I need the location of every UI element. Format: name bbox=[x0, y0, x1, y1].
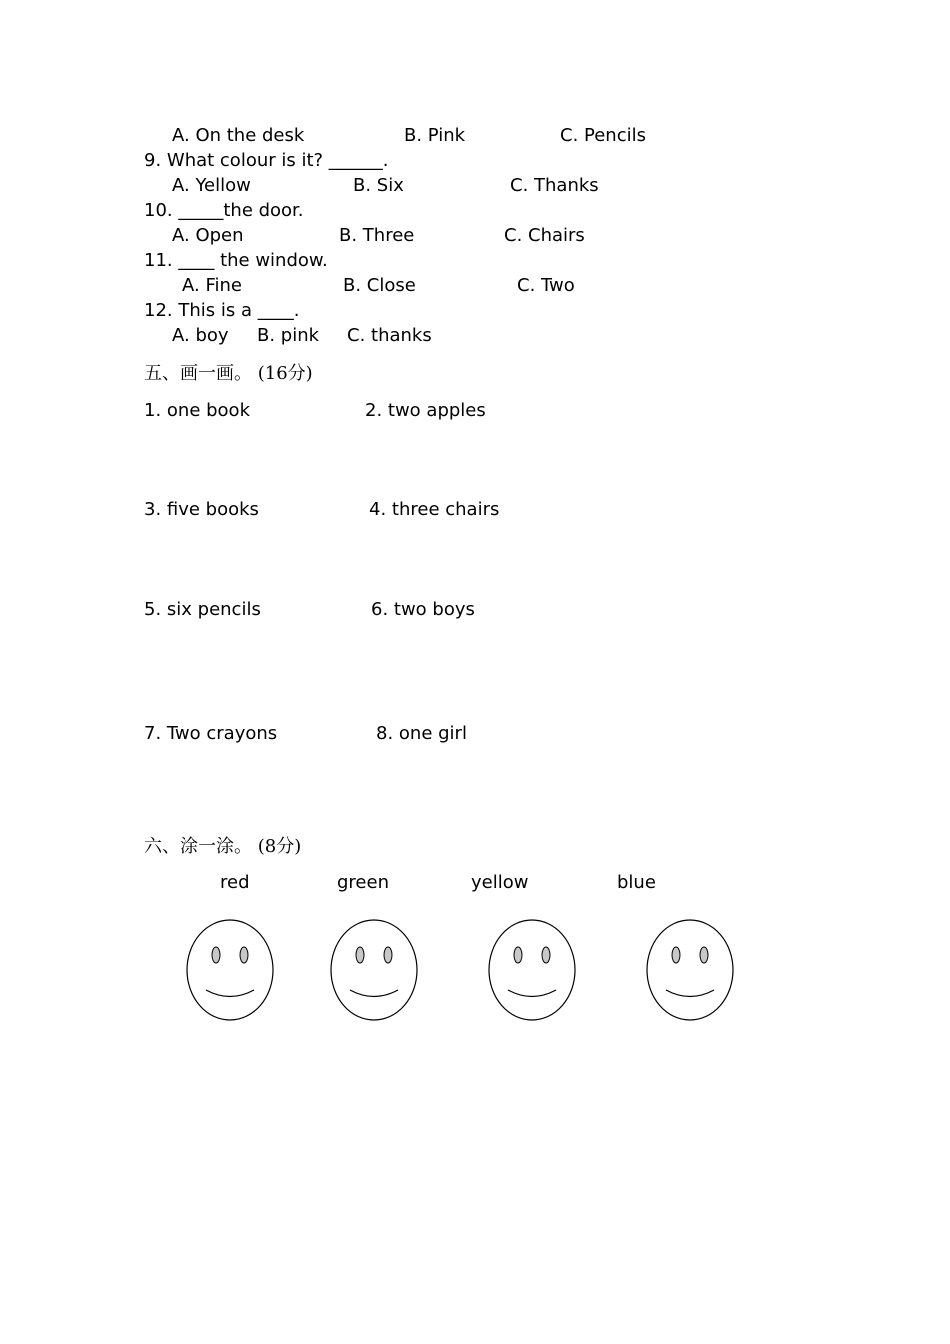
q12-option-a: A. boy bbox=[172, 325, 229, 346]
draw-item-5: 5. six pencils bbox=[144, 599, 261, 620]
q10-option-c: C. Chairs bbox=[504, 225, 585, 246]
draw-item-4: 4. three chairs bbox=[369, 499, 500, 520]
draw-item-2: 2. two apples bbox=[365, 400, 486, 421]
section6-heading: 六、涂一涂。 (8分) bbox=[144, 836, 302, 857]
q9-stem: 9. What colour is it? ______. bbox=[144, 150, 389, 171]
q12-stem: 12. This is a ____. bbox=[144, 300, 300, 321]
q8-option-c: C. Pencils bbox=[560, 125, 646, 146]
q9-option-b: B. Six bbox=[353, 175, 404, 196]
q8-option-a: A. On the desk bbox=[172, 125, 305, 146]
q12-option-c: C. thanks bbox=[347, 325, 432, 346]
color-label-red: red bbox=[220, 872, 250, 893]
draw-item-3: 3. five books bbox=[144, 499, 259, 520]
q10-stem: 10. _____the door. bbox=[144, 200, 304, 221]
q11-option-b: B. Close bbox=[343, 275, 416, 296]
smiley-face-icon bbox=[184, 919, 276, 1023]
q12-option-b: B. pink bbox=[257, 325, 320, 346]
smiley-face-icon bbox=[486, 919, 578, 1023]
smiley-face-icon bbox=[644, 919, 736, 1023]
section5-heading: 五、画一画。 (16分) bbox=[144, 363, 313, 384]
draw-item-8: 8. one girl bbox=[376, 723, 467, 744]
q9-option-a: A. Yellow bbox=[172, 175, 251, 196]
draw-item-1: 1. one book bbox=[144, 400, 250, 421]
q10-option-b: B. Three bbox=[339, 225, 415, 246]
q11-option-a: A. Fine bbox=[182, 275, 242, 296]
color-label-yellow: yellow bbox=[471, 872, 529, 893]
color-label-green: green bbox=[337, 872, 389, 893]
q8-option-b: B. Pink bbox=[404, 125, 466, 146]
q11-option-c: C. Two bbox=[517, 275, 575, 296]
color-label-blue: blue bbox=[617, 872, 656, 893]
q11-stem: 11. ____ the window. bbox=[144, 250, 328, 271]
q10-option-a: A. Open bbox=[172, 225, 244, 246]
smiley-face-icon bbox=[328, 919, 420, 1023]
draw-item-6: 6. two boys bbox=[371, 599, 475, 620]
draw-item-7: 7. Two crayons bbox=[144, 723, 278, 744]
q9-option-c: C. Thanks bbox=[510, 175, 599, 196]
